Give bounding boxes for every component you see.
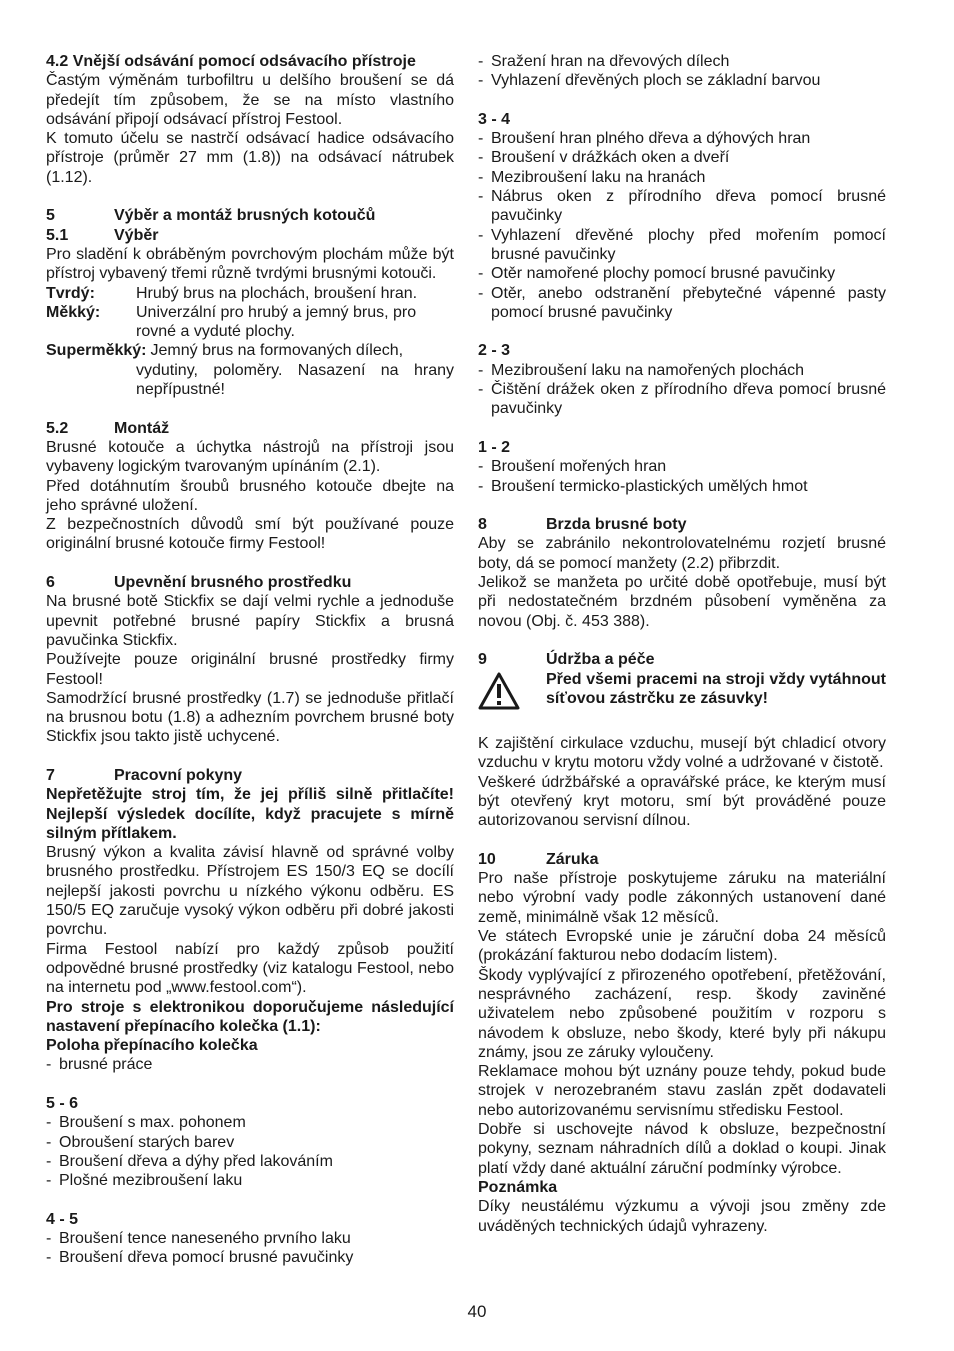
dash-list [478,457,886,496]
list-dash: - [478,168,484,186]
list-dash: - [478,361,484,379]
section-8-heading: 8 Brzda brusné boty [478,516,687,534]
section-5-heading: 5 Výběr a montáž brusných kotoučů [46,207,376,225]
paragraph: Reklamace mohou být uznány pouze tehdy, pokud bude strojek v nerozebraném stavu zaslán zpět dodavateli nebo autorizovanému servisnímu středisku Festool. [478,1063,886,1119]
section-4-2-title: 4.2 Vnější odsávání pomocí odsávacího přístroje [46,53,416,70]
list-dash: - [46,1249,52,1267]
section-5-2-heading: 5.2 Montáž [46,419,170,437]
list-dash: - [478,284,484,302]
paragraph: Jelikož se manžeta po určité době opotřebuje, musí být při nedostatečném brzdném působení vyměněna za novou (Obj. č. 453 388). [478,574,886,630]
list-item-text: Broušení termicko-plastických umělých hmot [491,477,808,495]
list-item-text: Čištění drážek oken z přírodního dřeva pomocí brusné pavučinky [491,381,886,418]
group-2-3-title: 2 - 3 [478,342,511,360]
bold-paragraph: Nepřetěžujte stroj tím, že jej příliš silně přitlačíte! Nejlepší výsledek docílíte, když pracujete s mírně silným přítlakem. [46,786,454,842]
definition-tvrdy: Tvrdý: Hrubý brus na plochách, broušení hran. [46,284,418,302]
list-item [46,1229,454,1248]
list-item [46,1248,454,1267]
list-dash: - [46,1230,52,1248]
paragraph: Na brusné botě Stickfix se dají velmi rychle a jednoduše upevnit potřebné brusné papíry Stickfix a brusná pavučinka Stickfix. [46,593,454,649]
left-column [46,52,454,1268]
list-item [478,168,886,187]
list-item-text: Broušení dřeva a dýhy před lakováním [59,1152,333,1170]
list-item-text: Mezibroušení laku na hranách [491,168,706,186]
paragraph: Před dotáhnutím šroubů brusného kotouče dbejte na jeho správné uložení. [46,477,454,514]
list-dash: - [478,149,484,167]
list-item-text: Broušení s max. pohonem [59,1114,246,1132]
warning-block [478,670,886,715]
list-dash: - [478,458,484,476]
warning-triangle-icon [478,670,546,715]
list-item [478,457,886,476]
paragraph: Pro naše přístroje poskytujeme záruku na materiální nebo výrobní vady podle zákonných ustanovení dané země, minimálně však 12 měsíců. [478,870,886,926]
group-3-4-title: 3 - 4 [478,110,511,128]
list-item-text: Vyhlazení dřevěných ploch se základní barvou [491,72,821,90]
list-dash: - [46,1172,52,1190]
dash-list [46,1055,454,1074]
list-item-text: Otěr namořené plochy pomocí brusné pavučinky [491,265,836,283]
dash-list [478,129,886,322]
list-item-text: Broušení v drážkách oken a dveří [491,149,730,167]
paragraph: K tomuto účelu se nastrčí odsávací hadice odsávacího přístroje (průměr 27 mm (1.8)) na odsávací nátrubek (1.12). [46,130,454,186]
list-item [478,264,886,283]
paragraph: Firma Festool nabízí pro každý způsob použití odpovědné brusné prostředky (viz katalogu Festool, nebo na internetu pod „www.festool.com“). [46,940,454,997]
list-item-text: Otěr, anebo odstranění přebytečné vápenné pasty pomocí brusné pavučinky [491,284,886,321]
list-dash: - [478,72,484,90]
paragraph: Pro sladění k obráběným povrchovým plochám může být přístroj vybavený třemi různě tvrdými brusnými kotouči. [46,245,454,283]
list-item-text: Broušení dřeva pomocí brusné pavučinky [59,1249,354,1267]
list-item-text: Nábrus oken z přírodního dřeva pomocí brusné pavučinky [491,188,886,225]
definition-mekky-cont: rovné a vyduté plochy. [136,323,295,341]
section-7-heading: 7 Pracovní pokyny [46,766,243,784]
paragraph: Dobře si uschovejte návod k obsluze, bezpečnostní pokyny, seznam náhradních dílů a doklad o koupi. Jinak platí vždy dané aktuální záruční podmínky výrobce. [478,1121,886,1177]
list-dash: - [478,188,484,206]
list-item [46,1133,454,1152]
right-column [478,52,886,1236]
paragraph: Používejte pouze originální brusné prostředky firmy Festool! [46,651,454,688]
list-item-text: Sražení hran na dřevových dílech [491,53,730,70]
list-item-text: Broušení mořených hran [491,458,667,476]
list-item-text: Broušení tence naneseného prvního laku [59,1230,351,1248]
list-item-text: Plošné mezibroušení laku [59,1172,243,1190]
paragraph: Brusný výkon a kvalita závisí hlavně od správné volby brusného prostředku. Přístrojem ES 150/3 EQ se docílí nejlepší jakosti povrchu u nízkého výkonu odběru. ES 150/5 EQ zaručuje vysoký výkon odběru při dobré jakosti povrchu. [46,844,454,939]
list-dash: - [46,1133,52,1151]
list-item [46,1055,454,1074]
list-dash: - [478,53,484,70]
list-item [478,226,886,265]
bold-paragraph: Poloha přepínacího kolečka [46,1037,258,1055]
dash-list [478,361,886,419]
dash-list [46,1113,454,1190]
list-dash: - [46,1114,52,1132]
paragraph: Brusné kotouče a úchytka nástrojů na přístroji jsou vybaveny logickým tvarovaným upínáním (2.1). [46,438,454,476]
page-number: 40 [467,1302,487,1321]
paragraph: Častým výměnám turbofiltru u delšího broušení se dá předejít tím způsobem, že se na místo vlastního odsávání připojí odsávací přístroj Festool. [46,72,454,128]
section-5-1-heading: 5.1 Výběr [46,226,159,244]
list-item [46,1113,454,1132]
list-item [478,52,886,71]
paragraph: Z bezpečnostních důvodů smí být používané pouze originální brusné kotouče firmy Festool! [46,516,454,553]
paragraph: Veškeré údržbářské a opravářské práce, ke kterým musí být otevřený kryt motoru, smí být prováděné pouze autorizovanou servisní dílnou. [478,773,886,830]
list-item [478,71,886,90]
list-item-text: brusné práce [59,1056,153,1074]
paragraph: Díky neustálému výzkumu a vývoji jsou změny zde uváděných technických údajů vyhrazeny. [478,1198,886,1235]
group-4-5-title: 4 - 5 [46,1210,79,1228]
list-item-text: Mezibroušení laku na namořených plochách [491,361,805,379]
list-item-text: Vyhlazení dřevěné plochy před mořením pomocí brusné pavučinky [491,226,886,263]
list-item [478,148,886,167]
list-item-text: Broušení hran plného dřeva a dýhových hran [491,130,811,148]
note-title: Poznámka [478,1178,558,1196]
section-10-heading: 10 Záruka [478,850,599,868]
list-dash: - [478,226,484,244]
list-item [478,187,886,226]
group-5-6-title: 5 - 6 [46,1095,79,1113]
definition-mekky: Měkký: Univerzální pro hrubý a jemný brus, pro [46,303,417,321]
list-dash: - [478,477,484,495]
dash-list [46,1229,454,1268]
section-6-heading: 6 Upevnění brusného prostředku [46,574,352,592]
list-dash: - [46,1152,52,1170]
list-item [478,477,886,496]
list-dash: - [478,381,484,399]
group-1-2-title: 1 - 2 [478,438,511,456]
definition-supermekky: Superměkký: Jemný brus na formovaných dílech, [46,342,404,360]
list-item [478,129,886,148]
paragraph: Aby se zabránilo nekontrolovatelnému rozjetí brusné boty, dá se pomocí manžety (2.2) přibrzdit. [478,535,886,572]
definition-supermekky-cont: vydutiny, poloměry. Nasazení na hrany nepřípustné! [136,361,454,399]
list-dash: - [478,130,484,148]
list-dash: - [46,1056,52,1074]
paragraph: K zajištění cirkulace vzduchu, musejí být chladicí otvory vzduchu v krytu motoru vždy volné a udržované v čistotě. [478,735,886,772]
section-9-heading: 9 Údržba a péče [478,651,655,669]
list-item-text: Obroušení starých barev [59,1133,235,1151]
paragraph: Ve státech Evropské unie je záruční doba 24 měsíců (prokázání fakturou nebo dodacím listem). [478,928,886,965]
list-item [478,284,886,323]
list-dash: - [478,265,484,283]
dash-list [478,52,886,91]
list-item [478,380,886,419]
paragraph: Škody vyplývající z přirozeného opotřebení, přetěžování, nesprávného zacházení, resp. škody zaviněné uživatelem nebo způsobené použitím v rozporu s návodem k obsluze, nebo škody, které byly při nákupu známy, jsou ze záruky vyloučeny. [478,966,886,1061]
list-item [478,361,886,380]
bold-paragraph: Pro stroje s elektronikou doporučujeme následující nastavení přepínacího kolečka (1.1): [46,998,454,1035]
list-item [46,1171,454,1190]
paragraph: Samodržící brusné prostředky (1.7) se jednoduše přitlačí na brusnou botu (1.8) a adhezním povrchem brusné boty Stickfix jsou takto jistě uchycené. [46,689,454,746]
list-item [46,1152,454,1171]
warning-text: Před všemi pracemi na stroji vždy vytáhnout síťovou zástrčku ze zásuvky! [546,670,886,707]
